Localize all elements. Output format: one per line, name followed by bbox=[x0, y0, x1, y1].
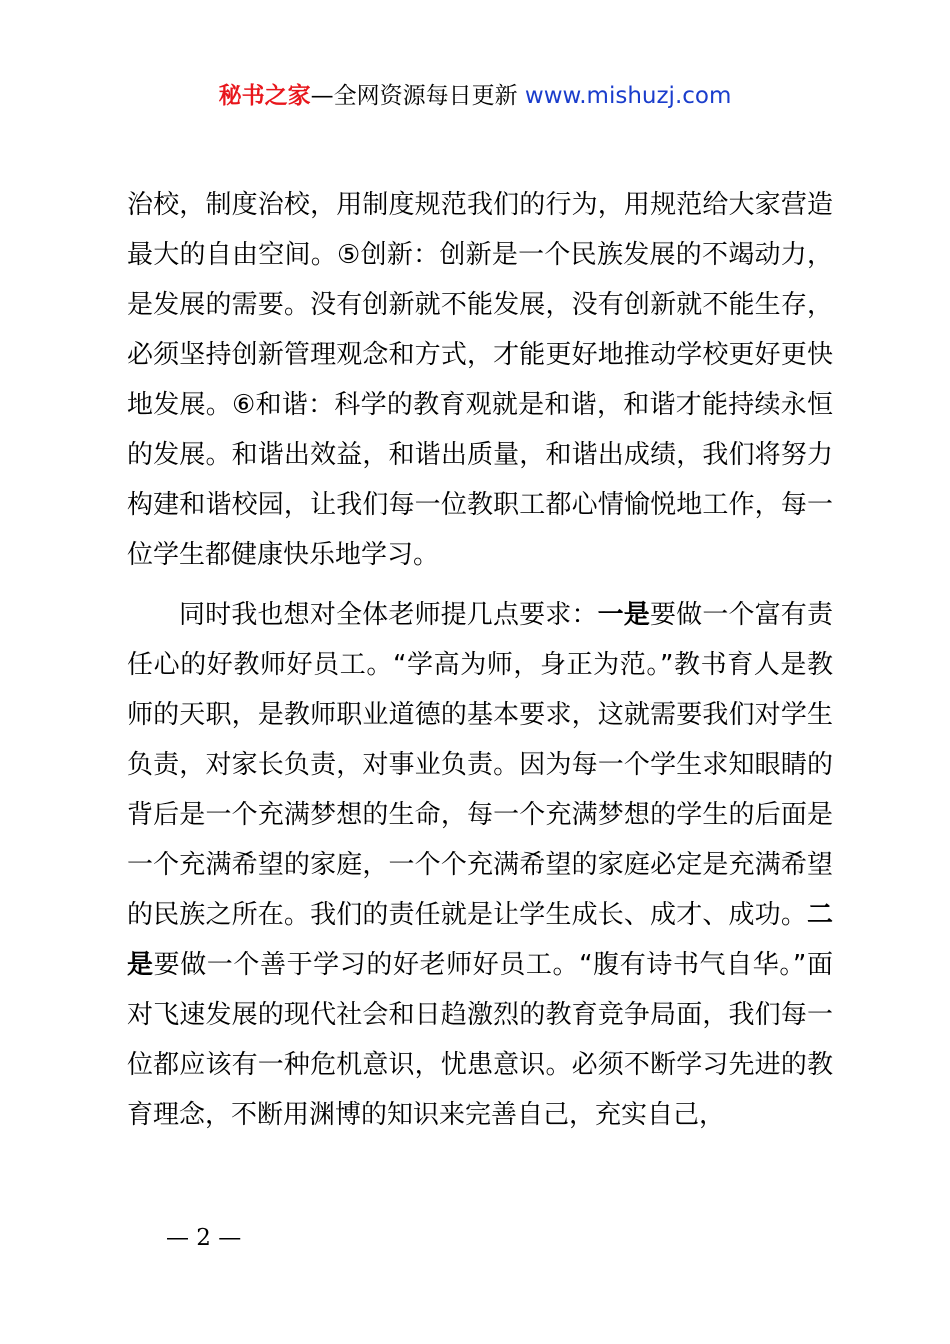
point-one-marker: 一是 bbox=[597, 600, 650, 630]
brand-name: 秘书之家 bbox=[218, 83, 311, 109]
site-url-link[interactable]: www.mishuzj.com bbox=[524, 83, 732, 109]
point-one-text: 要做一个富有责任心的好教师好员工。“学高为师，身正为范。”教书育人是教师的天职，是教师职业道德的基本要求，这就需要我们对学生负责，对家长负责，对事业负责。因为每一个学生求知眼睛的背后是一个充满梦想的生命，每一个充满梦想的学生的后面是一个充满希望的家庭，一个个充满希望的家庭必定是充满希望的民族之所在。我们的责任就是让学生成长、成才、成功。 bbox=[127, 600, 833, 930]
site-header bbox=[0, 76, 950, 116]
point-two-text: 要做一个善于学习的好老师好员工。“腹有诗书气自华。”面对飞速发展的现代社会和日趋激烈的教育竞争局面，我们每一位都应该有一种危机意识，忧患意识。必须不断学习先进的教育理念，不断用渊博的知识来完善自己，充实自己， bbox=[127, 950, 833, 1130]
header-slogan: —全网资源每日更新 bbox=[310, 83, 518, 109]
page-number: — 2 — bbox=[166, 1225, 242, 1251]
paragraph-2 bbox=[127, 590, 833, 1140]
point-two-marker: 二是 bbox=[127, 900, 833, 980]
paragraph-1: 治校，制度治校，用制度规范我们的行为，用规范给大家营造最大的自由空间。⑤创新：创新是一个民族发展的不竭动力，是发展的需要。没有创新就不能发展，没有创新就不能生存，必须坚持创新管理观念和方式，才能更好地推动学校更好更快地发展。⑥和谐：科学的教育观就是和谐，和谐才能持续永恒的发展。和谐出效益，和谐出质量，和谐出成绩，我们将努力构建和谐校园，让我们每一位教职工都心情愉悦地工作，每一位学生都健康快乐地学习。 bbox=[127, 190, 833, 570]
document-body bbox=[127, 180, 833, 1140]
paragraph-2-lead: 同时我也想对全体老师提几点要求： bbox=[179, 600, 598, 630]
